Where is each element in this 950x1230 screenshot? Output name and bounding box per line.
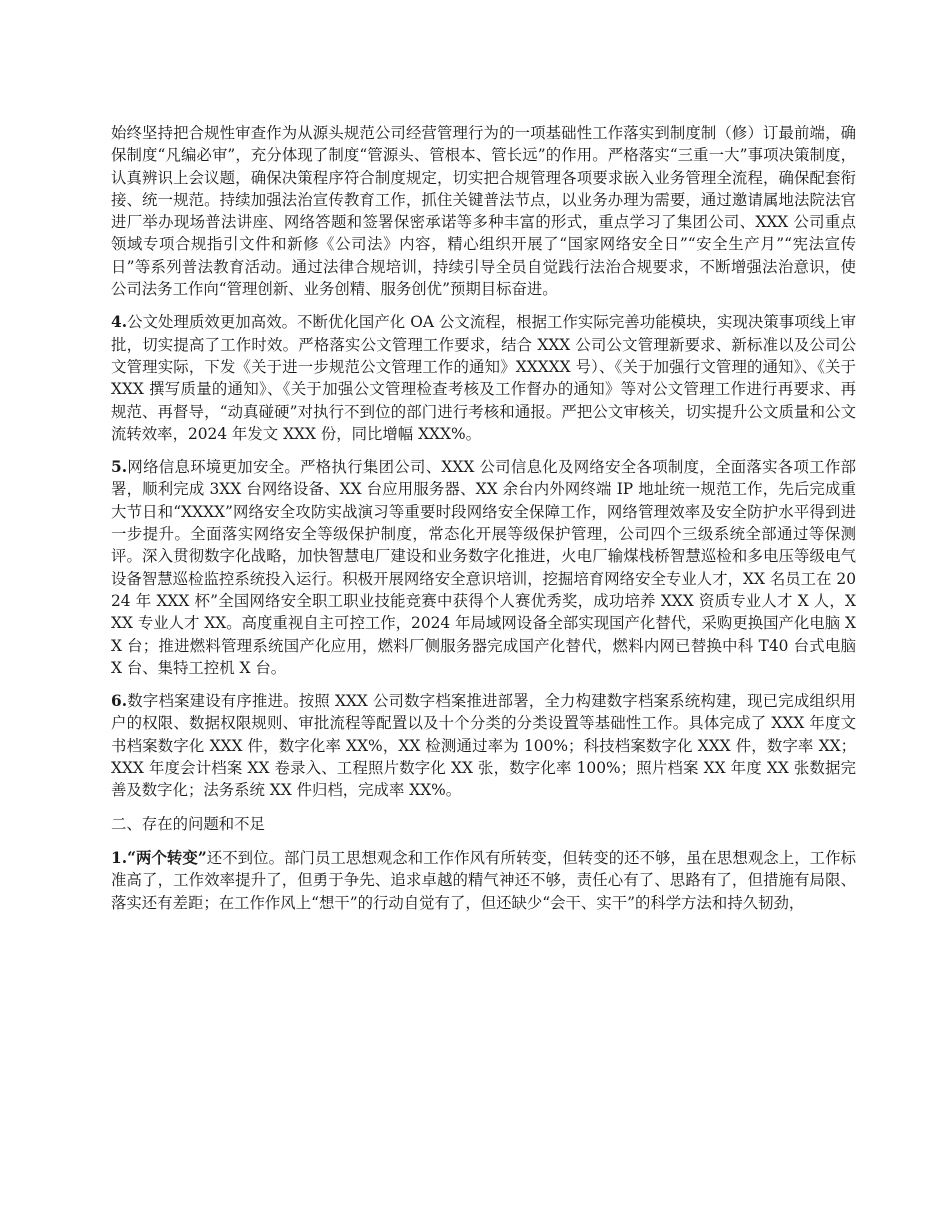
paragraph-two-transformations xyxy=(111,847,856,914)
paragraph-text: 数字档案建设有序推进。按照 XXX 公司数字档案推进部署，全力构建数字档案系统构建，现已完成组织用户的权限、数据权限规则、审批流程等配置以及十个分类的分类设置等基础性工作。具体完成了 XXX 年度文书档案数字化 XXX 件，数字化率 XX%，XX 检测通过率为 100%；科技档案数字化 XXX 件，数字率 XX；XXX 年度会计档案 XX 卷录入、工程照片数字化 XX 张，数字化率 100%；照片档案 XX 年度 XX 张数据完善及数字化；法务系统 XX 件归档，完成率 XX%。 xyxy=(111,692,856,800)
paragraph-text: 还不到位。部门员工思想观念和工作作风有所转变，但转变的还不够，虽在思想观念上，工作标准高了，工作效率提升了，但勇于争先、追求卓越的精气神还不够，责任心有了、思路有了，但措施有局限、落实还有差距；在工作作风上“想干”的行动自觉有了，但还缺少“会干、实干”的科学方法和持久韧劲， xyxy=(111,848,856,912)
section-heading: 二、存在的问题和不足 xyxy=(111,814,265,833)
paragraph-digital-archives xyxy=(111,690,856,801)
paragraph-text: 公文处理质效更加高效。不断优化国产化 OA 公文流程，根据工作实际完善功能模块，实现决策事项线上审批，切实提高了工作时效。严格落实公文管理工作要求，结合 XXX 公司公文管理新要求、新标准以及公司公文管理实际，下发《关于进一步规范公文管理工作的通知》XXXXX 号）、《关于加强行文管理的通知》、《关于 XXX 撰写质量的通知》、《关于加强公文管理检查考核及工作督办的通知》等对公文管理工作进行再要求、再规范、再督导，“动真碰硬”对执行不到位的部门进行考核和通报。严把公文审核关，切实提升公文质量和公文流转效率，2024 年发文 XXX 份，同比增幅 XXX%。 xyxy=(111,313,856,443)
paragraph-text: 始终坚持把合规性审查作为从源头规范公司经营管理行为的一项基础性工作落实到制度制（修）订最前端，确保制度“凡编必审”，充分体现了制度“管源头、管根本、管长远”的作用。严格落实“三重一大”事项决策制度，认真辨识上会议题，确保决策程序符合制度规定，切实把合规管理各项要求嵌入业务管理全流程，确保配套衔接、统一规范。持续加强法治宣传教育工作，抓住关键普法节点，以业务办理为需要，通过邀请属地法院法官进厂举办现场普法讲座、网络答题和签署保密承诺等多种丰富的形式，重点学习了集团公司、XXX 公司重点领域专项合规指引文件和新修《公司法》内容，精心组织开展了“国家网络安全日”“安全生产月”“宪法宣传日”等系列普法教育活动。通过法律合规培训，持续引导全员自觉践行法治合规要求，不断增强法治意识，使公司法务工作向“管理创新、业务创精、服务创优”预期目标奋进。 xyxy=(111,124,856,299)
paragraph-document-processing xyxy=(111,311,856,445)
paragraph-text: 网络信息环境更加安全。严格执行集团公司、XXX 公司信息化及网络安全各项制度，全面落实各项工作部署，顺利完成 3XX 台网络设备、XX 台应用服务器、XX 余台内外网终端 IP 地址统一规范工作，先后完成重大节日和“XXXX”网络安全攻防实战演习等重要时段网络安全保障工作，网络管理效率及安全防护水平得到进一步提升。全面落实网络安全等级保护制度，常态化开展等级保护管理，公司四个三级系统全部通过等保测评。深入贯彻数字化战略，加快智慧电厂建设和业务数字化推进，火电厂输煤栈桥智慧巡检和多电压等级电气设备智慧巡检监控系统投入运行。积极开展网络安全意识培训，挖掘培育网络安全专业人才，XX 名员工在 2024 年 XXX 杯”全国网络安全职工职业技能竞赛中获得个人赛优秀奖，成功培养 XXX 资质专业人才 X 人，XXX 专业人才 XX。高度重视自主可控工作，2024 年局域网设备全部实现国产化替代，采购更换国产化电脑 XX 台；推进燃料管理系统国产化应用，燃料厂侧服务器完成国产化替代，燃料内网已替换中科 T40 台式电脑 X 台、集特工控机 X 台。 xyxy=(111,458,856,677)
paragraph-network-security xyxy=(111,456,856,679)
item-number: 5. xyxy=(111,458,128,477)
item-number: 1.“两个转变” xyxy=(111,848,207,867)
item-number: 6. xyxy=(111,692,128,711)
item-number: 4. xyxy=(111,313,128,332)
paragraph-legal-compliance xyxy=(111,122,856,300)
